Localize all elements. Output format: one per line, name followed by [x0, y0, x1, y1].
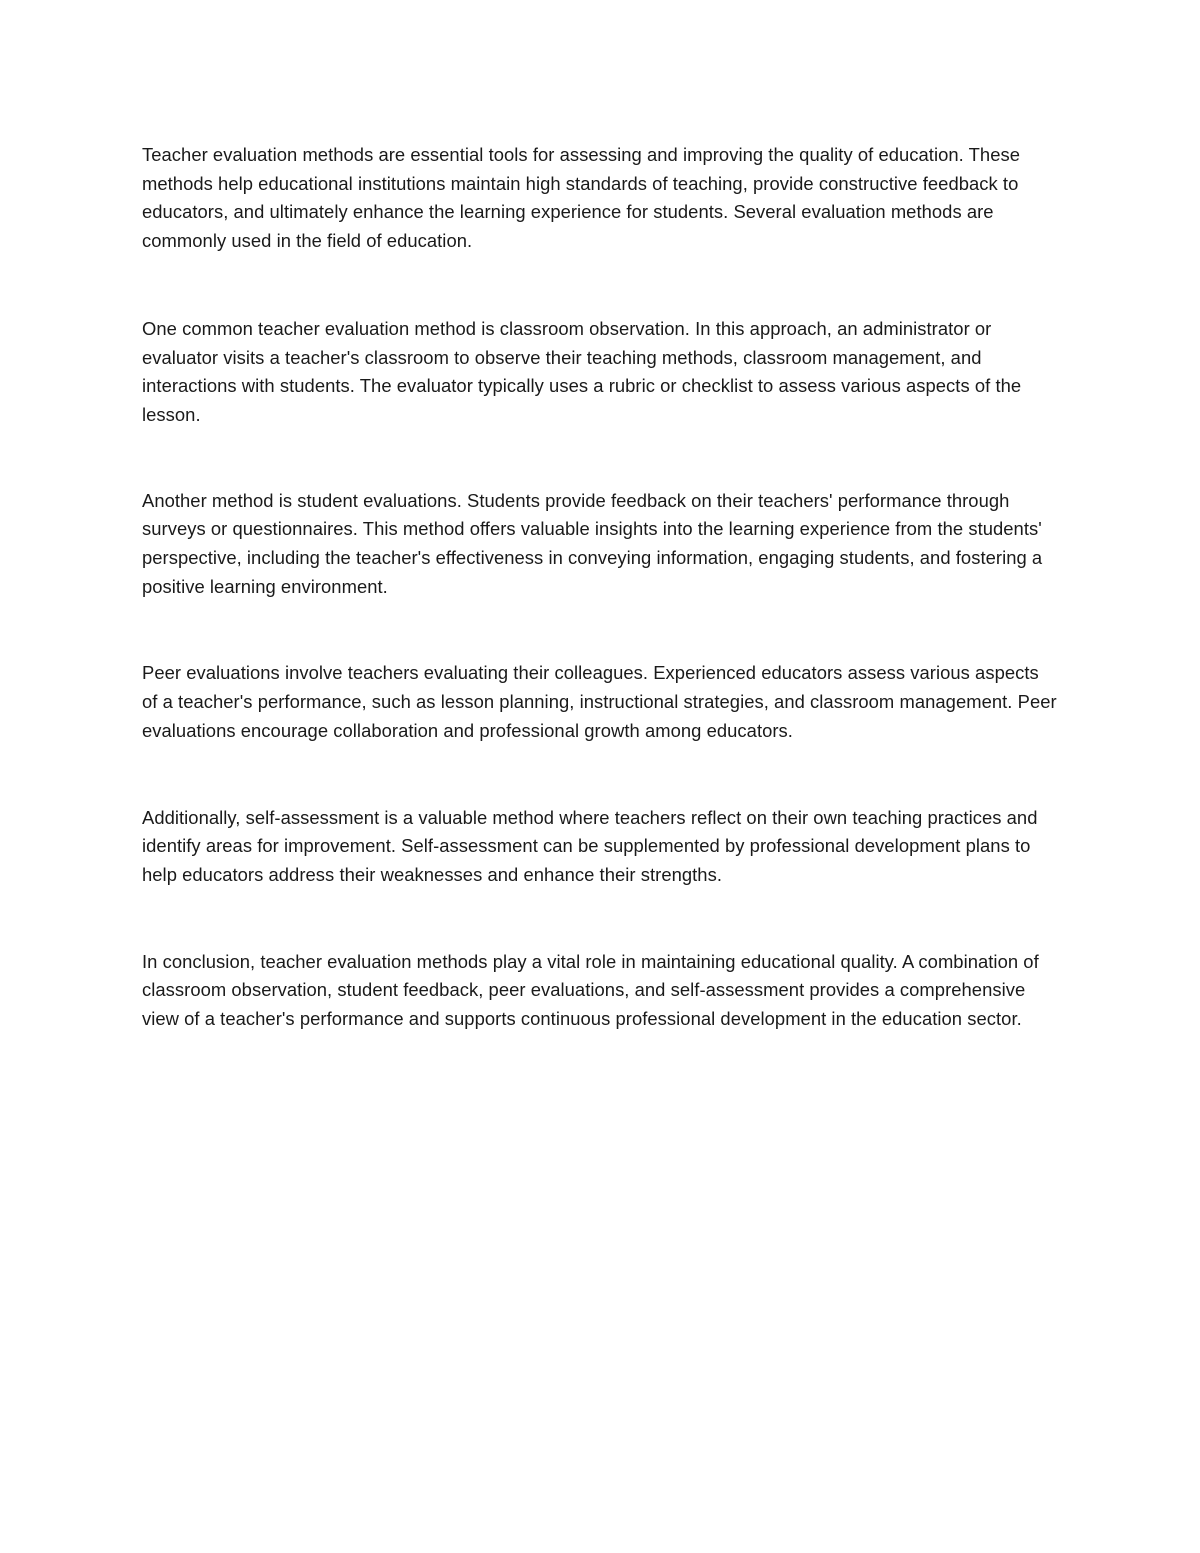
paragraph-self-assessment: Additionally, self-assessment is a valuable method where teachers reflect on their own teaching practices and identify areas for improvement. Self-assessment can be supplemented by professional development plans to help educators address their weaknesses and enhance their strengths. — [142, 806, 1038, 885]
document-body — [142, 141, 1057, 1034]
paragraph-classroom-observation: One common teacher evaluation method is classroom observation. In this approach, an administrator or evaluator visits a teacher's classroom to observe their teaching methods, classroom management, and interactions with students. The evaluator typically uses a rubric or checklist to assess various aspects of the lesson. — [142, 317, 1022, 425]
paragraph-student-evaluations: Another method is student evaluations. Students provide feedback on their teachers' performance through surveys or questionnaires. This method offers valuable insights into the learning experience from the students' perspective, including the teacher's effectiveness in conveying information, engaging students, and fostering a positive learning environment. — [142, 489, 1043, 597]
paragraph-introduction: Teacher evaluation methods are essential tools for assessing and improving the quality of education. These methods help educational institutions maintain high standards of teaching, provide constructive feedback to educators, and ultimately enhance the learning experience for students. Several evaluation methods are commonly used in the field of education. — [142, 144, 1021, 252]
paragraph-peer-evaluations: Peer evaluations involve teachers evaluating their colleagues. Experienced educators assess various aspects of a teacher's performance, such as lesson planning, instructional strategies, and classroom management. Peer evaluations encourage collaboration and professional growth among educators. — [142, 662, 1057, 741]
paragraph-conclusion: In conclusion, teacher evaluation methods play a vital role in maintaining educational quality. A combination of classroom observation, student feedback, peer evaluations, and self-assessment provides a comprehensive view of a teacher's performance and supports continuous professional development in the education sector. — [142, 950, 1039, 1030]
